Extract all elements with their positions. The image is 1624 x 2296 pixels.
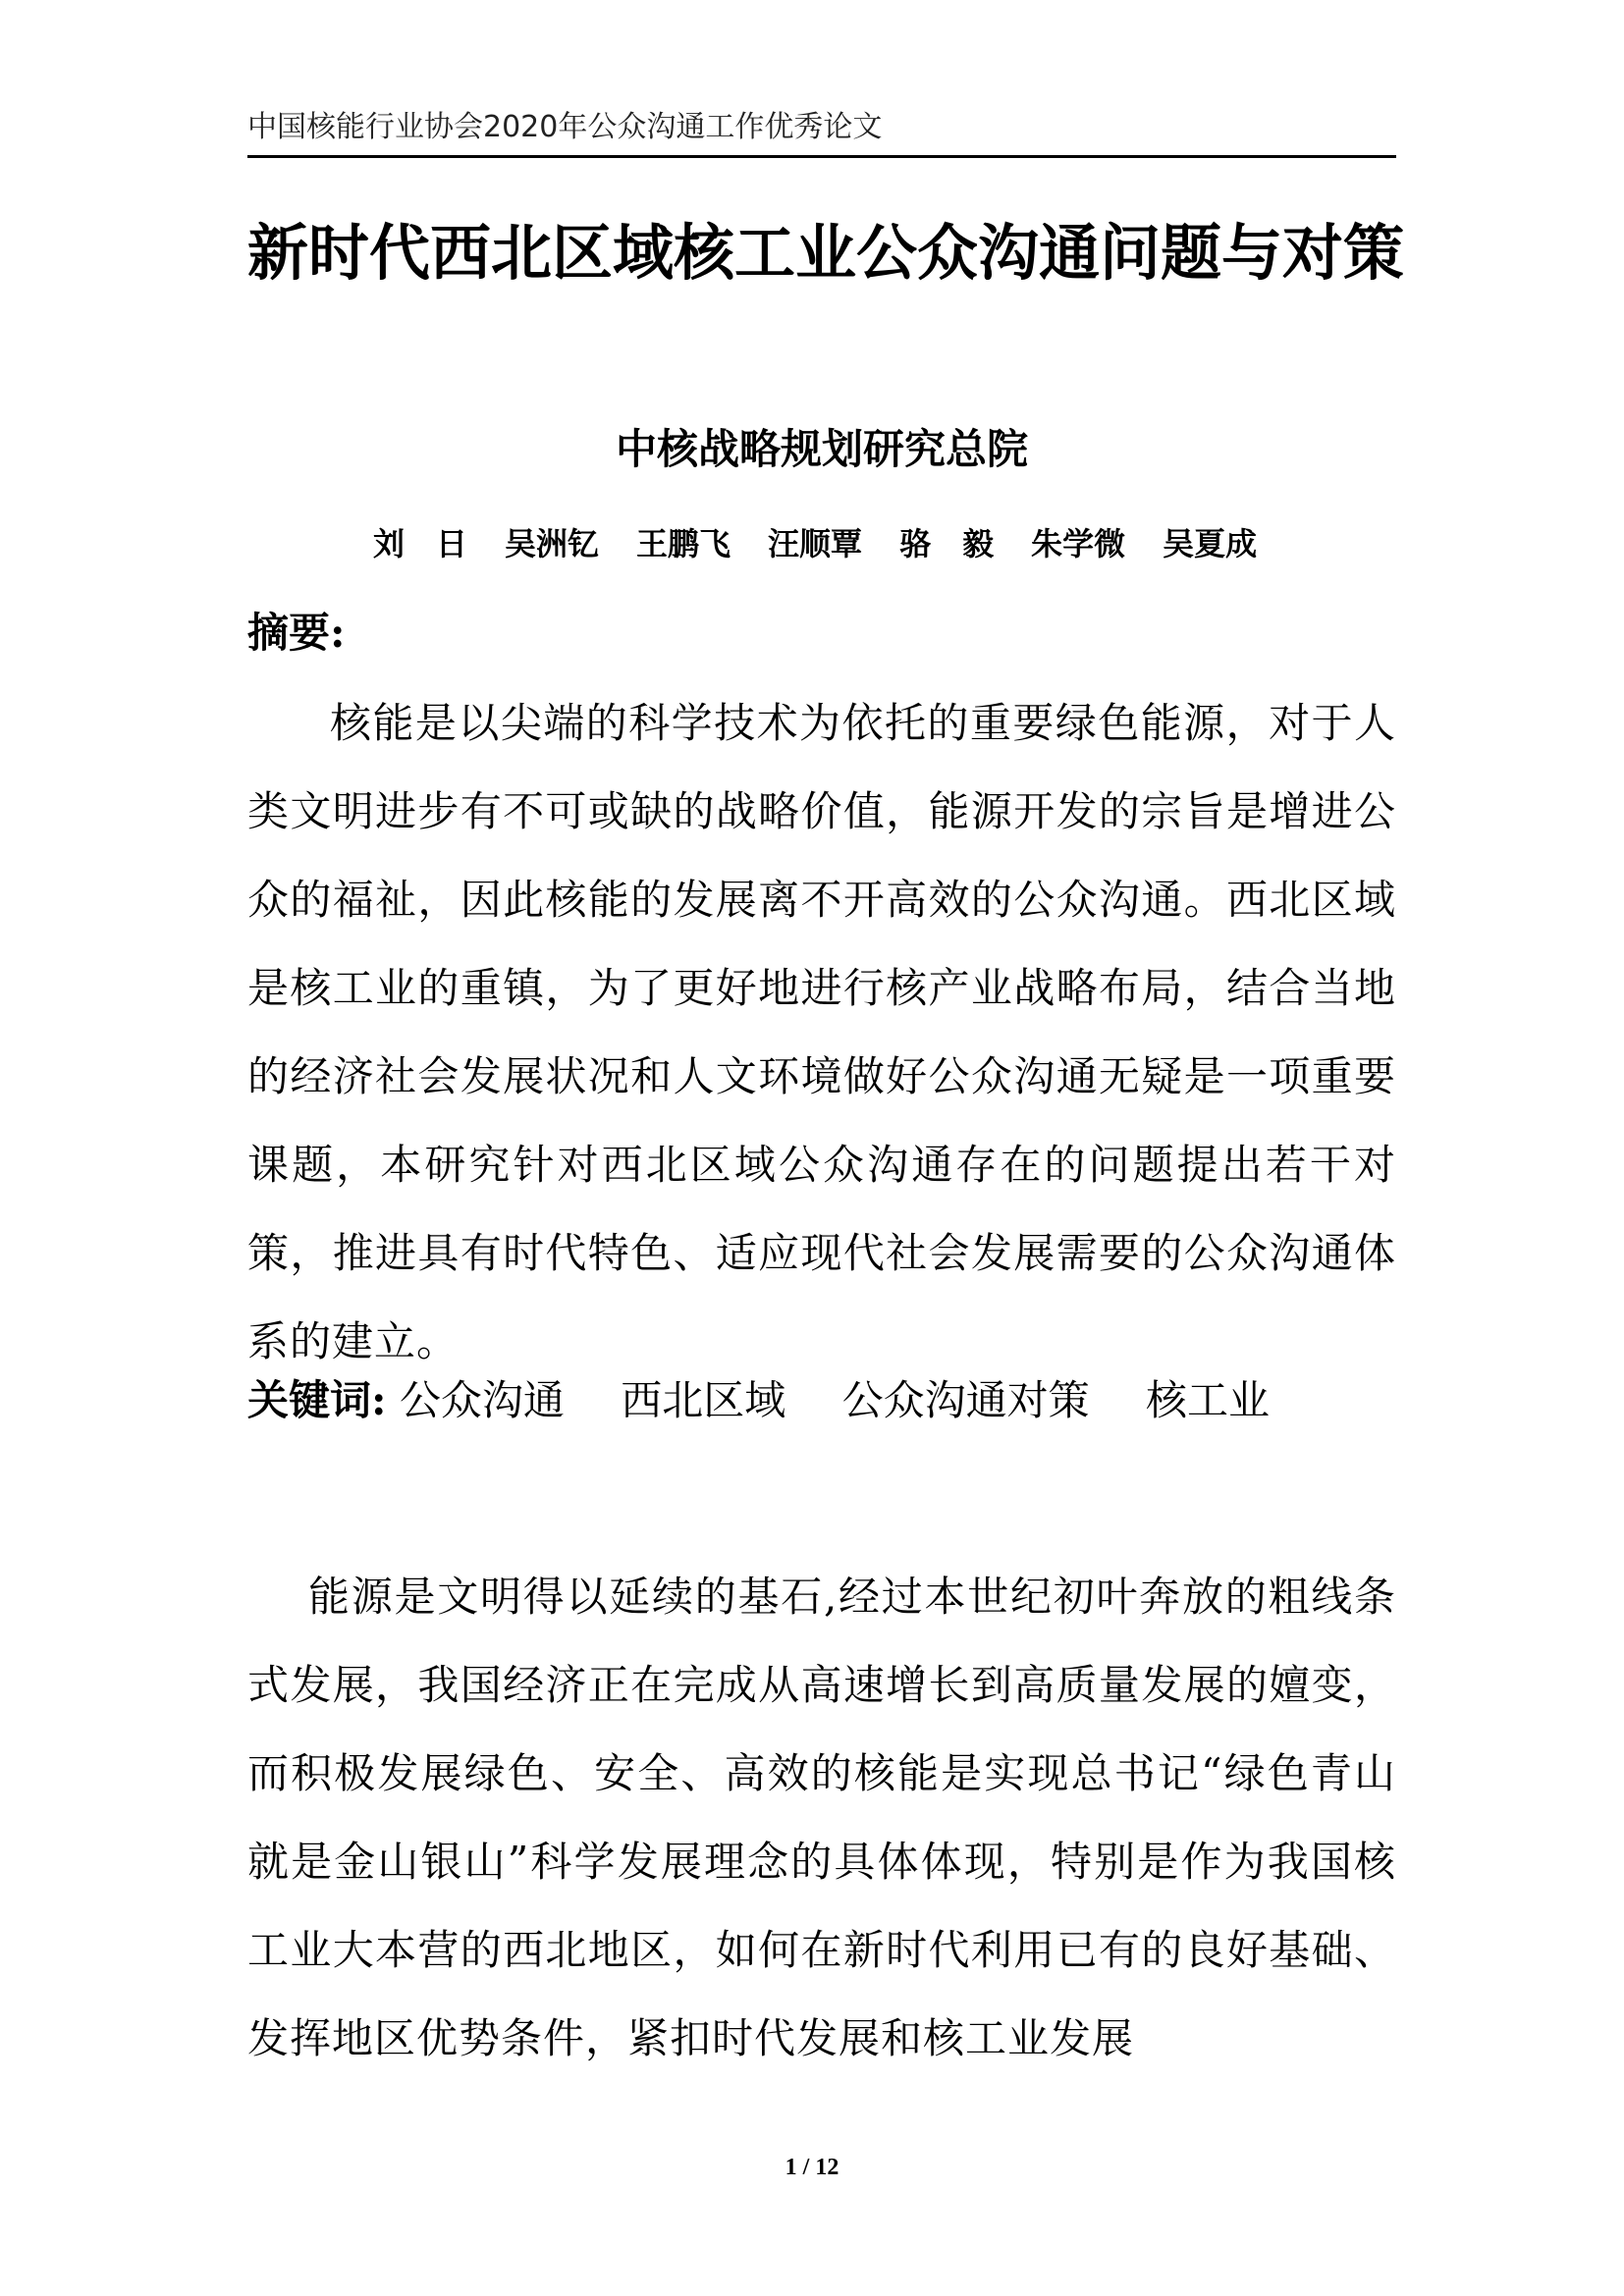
keyword: 公众沟通对策 [841, 1376, 1090, 1424]
author-name: 吴夏成 [1163, 525, 1258, 562]
author-name: 吴洲钇 [505, 525, 600, 562]
keywords-line [247, 1366, 1270, 1435]
author-name: 汪顺覃 [768, 525, 863, 562]
author-name: 刘 日 [373, 525, 468, 562]
keyword: 核工业 [1146, 1376, 1271, 1424]
abstract-heading: 摘要: [247, 609, 346, 657]
keyword: 公众沟通 [399, 1376, 565, 1424]
author-name: 骆 毅 [899, 525, 995, 562]
intro-paragraph: 能源是文明得以延续的基石,经过本世纪初叶奔放的粗线条式发展，我国经济正在完成从高速增长到高质量发展的嬗变，而积极发展绿色、安全、高效的核能是实现总书记“绿色青山就是金山银山”科学发展理念的具体体现，特别是作为我国核工业大本营的西北地区，如何在新时代利用已有的良好基础、发挥地区优势条件，紧扣时代发展和核工业发展 [247, 1573, 1396, 2062]
page-number: 1 / 12 [785, 2155, 839, 2180]
author-name: 朱学微 [1031, 525, 1126, 562]
author-name: 王鹏飞 [636, 525, 731, 562]
keyword: 西北区域 [621, 1376, 786, 1424]
header-divider [247, 155, 1396, 158]
running-header: 中国核能行业协会2020年公众沟通工作优秀论文 [247, 110, 883, 144]
keywords-label: 关键词: [247, 1376, 387, 1424]
author-list [373, 512, 1257, 571]
abstract-text: 核能是以尖端的科学技术为依托的重要绿色能源，对于人类文明进步有不可或缺的战略价值，能源开发的宗旨是增进公众的福祉，因此核能的发展离不开高效的公众沟通。西北区域是核工业的重镇，为了更好地进行核产业战略布局，结合当地的经济社会发展状况和人文环境做好公众沟通无疑是一项重要课题，本研究针对西北区域公众沟通存在的问题提出若干对策，推进具有时代特色、适应现代社会发展需要的公众沟通体系的建立。 [247, 699, 1396, 1365]
paper-title: 新时代西北区域核工业公众沟通问题与对策 [247, 217, 1405, 289]
affiliation: 中核战略规划研究总院 [615, 425, 1028, 473]
